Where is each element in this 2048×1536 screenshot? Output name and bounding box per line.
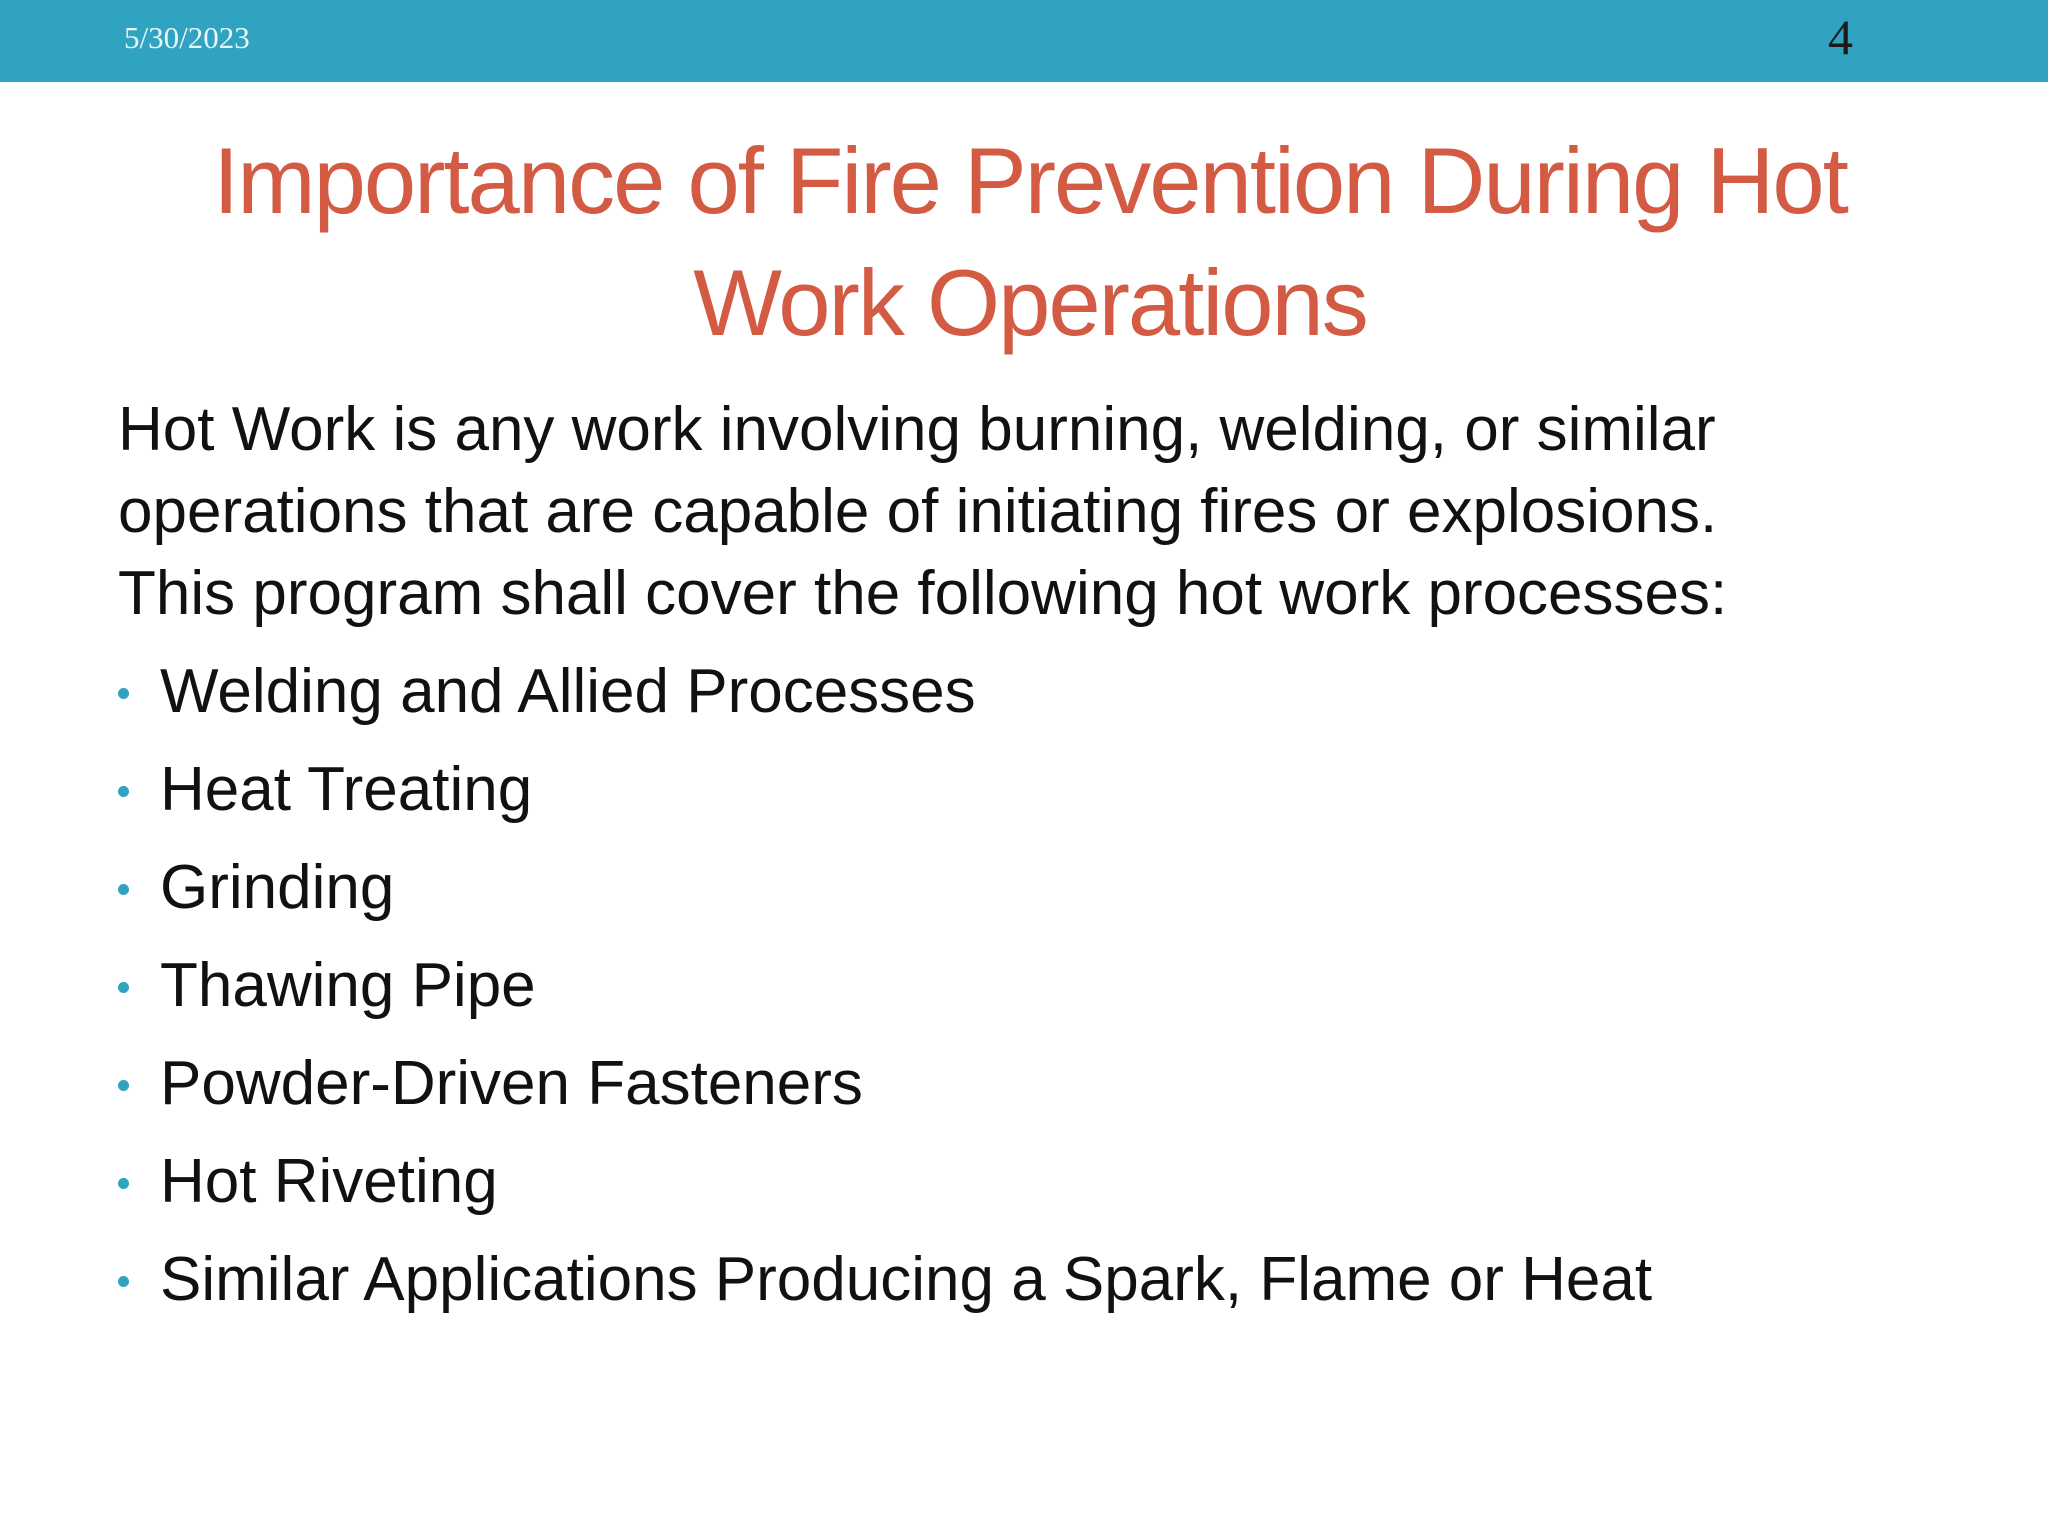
slide-number: 4 xyxy=(1828,9,1853,65)
bullet-icon xyxy=(118,786,129,797)
list-item xyxy=(118,741,1998,839)
bullet-icon xyxy=(118,1080,129,1091)
bullet-icon xyxy=(118,1178,129,1189)
bullet-text: Welding and Allied Processes xyxy=(160,657,976,726)
list-item xyxy=(118,937,1998,1035)
header-bar xyxy=(0,0,2048,82)
bullet-text: Heat Treating xyxy=(160,755,533,824)
intro-line-3: This program shall cover the following hot work processes: xyxy=(118,559,1728,628)
list-item xyxy=(118,839,1998,937)
bullet-icon xyxy=(118,688,129,699)
list-item xyxy=(118,1231,1998,1329)
list-item xyxy=(118,643,1998,741)
slide-title xyxy=(100,120,1960,364)
bullet-icon xyxy=(118,982,129,993)
bullet-icon xyxy=(118,884,129,895)
intro-line-2: operations that are capable of initiating fires or explosions. xyxy=(118,477,1718,546)
bullet-text: Thawing Pipe xyxy=(160,951,536,1020)
intro-line-1: Hot Work is any work involving burning, welding, or similar xyxy=(118,395,1716,464)
bullet-text: Hot Riveting xyxy=(160,1147,498,1216)
bullet-text: Grinding xyxy=(160,853,395,922)
bullet-text: Similar Applications Producing a Spark, Flame or Heat xyxy=(160,1245,1653,1314)
bullet-text: Powder-Driven Fasteners xyxy=(160,1049,863,1118)
slide-title-line-1: Importance of Fire Prevention During Hot xyxy=(213,128,1847,233)
slide-date: 5/30/2023 xyxy=(124,20,250,55)
list-item xyxy=(118,1035,1998,1133)
bullet-list xyxy=(118,643,1998,1329)
intro-paragraph xyxy=(118,389,1998,635)
bullet-icon xyxy=(118,1276,129,1287)
slide-title-line-2: Work Operations xyxy=(693,250,1367,355)
list-item xyxy=(118,1133,1998,1231)
